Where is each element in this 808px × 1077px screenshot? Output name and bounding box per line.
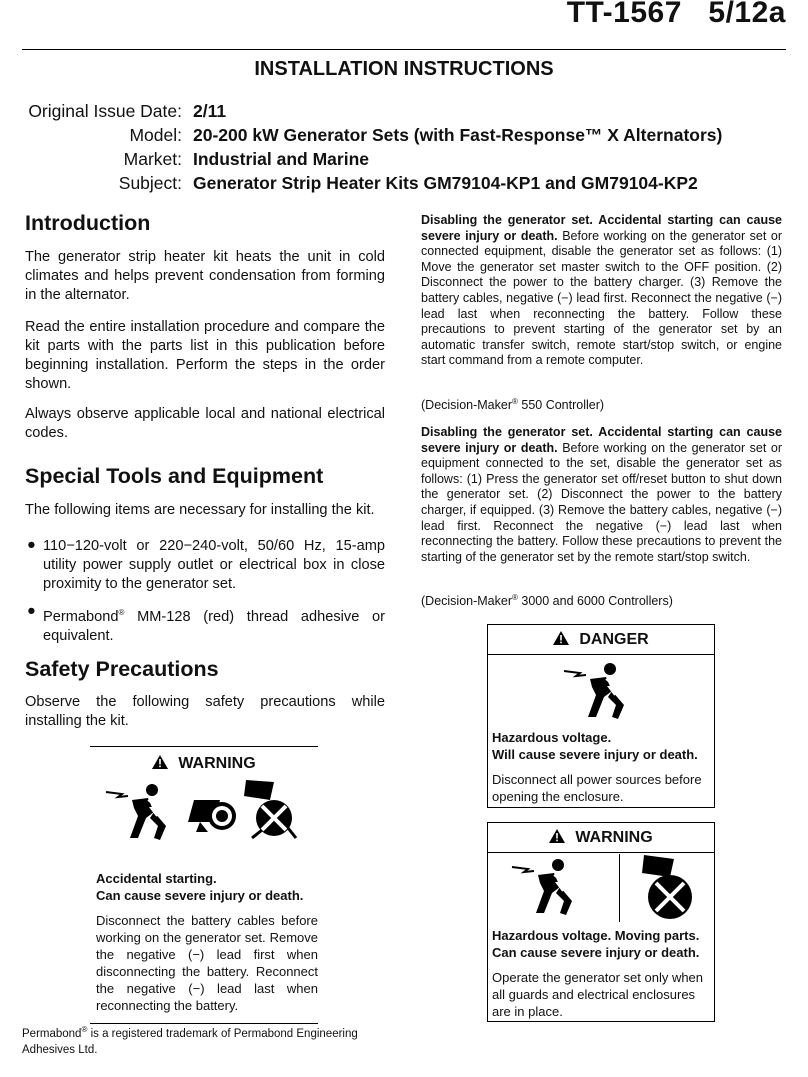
- trademark-footnote: [22, 1022, 382, 1058]
- hazard-consequence: Can cause severe injury or death.: [96, 888, 304, 903]
- intro-paragraph-1: The generator strip heater kit heats the unit in cold climates and helps prevent condensation from forming in the alternator.: [25, 249, 385, 303]
- tools-heading: Special Tools and Equipment: [25, 464, 324, 488]
- tools-item-2: [43, 603, 385, 646]
- meta-value: 2/11: [193, 101, 227, 121]
- warning-triangle-icon: [152, 755, 178, 772]
- note-text: 3000 and 6000 Controllers): [517, 594, 673, 609]
- list-item: [25, 537, 385, 594]
- meta-label: Market:: [123, 149, 182, 169]
- electric-shock-icon: [510, 857, 590, 921]
- meta-value: Industrial and Marine: [193, 149, 369, 169]
- warning-body: Operate the generator set only when all guards and electrical enclosures are in place.: [492, 970, 704, 1019]
- meta-label: Subject:: [118, 173, 182, 193]
- registered-mark: ®: [118, 608, 125, 617]
- hazard-title: Accidental starting.: [96, 871, 217, 886]
- bullet-glyph: ●: [27, 537, 36, 553]
- warning-body: Disconnect the battery cables before working on the generator set. Remove the negative (−) lead first when disconnecting the battery. Reconnect the negative (−) lead last when reconnecting the battery.: [96, 913, 318, 1013]
- hazard-consequence: Can cause severe injury or death.: [492, 945, 700, 960]
- intro-paragraph-3: Always observe applicable local and national electrical codes.: [25, 406, 385, 441]
- safety-lead: Observe the following safety precautions while installing the kit.: [25, 694, 385, 729]
- warning-box-accidental-start: [90, 746, 318, 1024]
- meta-value: Generator Strip Heater Kits GM79104-KP1 and GM79104-KP2: [193, 173, 698, 193]
- warning-header: [488, 829, 714, 846]
- danger-header: [488, 631, 714, 648]
- registered-mark: ®: [512, 593, 518, 602]
- brand-name: Permabond: [43, 608, 119, 625]
- tools-item-1: 110−120-volt or 220−240-volt, 50/60 Hz, 15-amp utility power supply outlet or electrical box in close proximity to the generator set.: [43, 538, 385, 592]
- registered-mark: ®: [81, 1025, 88, 1034]
- warning-box-voltage-moving-parts: [487, 822, 715, 1022]
- intro-paragraph-2: Read the entire installation procedure and compare the kit parts with the parts list in this publication before beginning installation. Perform the steps in the order shown.: [25, 319, 385, 392]
- divider: [90, 746, 318, 747]
- danger-box: [487, 624, 715, 808]
- hazard-consequence: Will cause severe injury or death.: [492, 747, 698, 762]
- electric-shock-icon: [562, 661, 642, 725]
- warning-label: WARNING: [575, 829, 653, 846]
- disable-generator-550: [421, 213, 782, 369]
- brand-name: Permabond: [22, 1027, 82, 1040]
- meta-row: [0, 125, 808, 149]
- procedure-text: Before working on the generator set or equipment connected to the set, disable the generator set as follows: (1) Press the generator set off/reset button to shut down the generator set. (2) Disconnect the power to the battery charger, if equipped. (3) Remove the battery cables, negative (−) lead first. Reconnect the negative (−) lead last when reconnecting the battery. Follow these precautions to prevent the starting of the generator set by the remote start/stop switch.: [421, 440, 783, 564]
- warning-text: [492, 927, 712, 1020]
- item-text: MM-128 (red) thread adhesive or equivalent.: [43, 608, 385, 644]
- meta-row: [0, 101, 808, 125]
- document-number: TT-1567 5/12a: [566, 0, 786, 29]
- warning-label: WARNING: [178, 755, 256, 772]
- footnote-text: is a registered trademark of Permabond Engineering Adhesives Ltd.: [22, 1027, 358, 1056]
- introduction-heading: Introduction: [25, 211, 151, 235]
- meta-value: 20-200 kW Generator Sets (with Fast-Response™ X Alternators): [193, 125, 723, 145]
- list-item: [25, 603, 385, 646]
- divider: [488, 654, 714, 655]
- danger-body: Disconnect all power sources before opening the enclosure.: [492, 772, 702, 804]
- meta-label: Model:: [129, 125, 182, 145]
- note-text: (Decision-Maker: [421, 398, 512, 413]
- registered-mark: ®: [512, 397, 518, 406]
- warning-text: [90, 870, 318, 1014]
- document-metadata: [0, 101, 808, 197]
- procedure-text: Before working on the generator set or connected equipment, disable the generator set as follows: (1) Move the generator set master switch to the OFF position. (2) Disconnect the power to the battery charger. (3) Remove the battery cables, negative (−) lead first. Reconnect the negative (−) lead last when reconnecting the battery. Follow these precautions to prevent starting of the generator set by an automatic transfer switch, remote start/stop switch, or engine start command from a remote computer.: [421, 228, 783, 368]
- meta-label: Original Issue Date:: [28, 101, 182, 121]
- meta-row: [0, 173, 808, 197]
- hazard-statement: Disabling the generator set. Accidental starting can cause severe injury or death.: [421, 425, 782, 455]
- divider: [619, 854, 620, 922]
- tools-lead: The following items are necessary for installing the kit.: [25, 502, 375, 518]
- no-battery-icon: [240, 778, 300, 848]
- warning-header: [90, 755, 318, 772]
- hazard-title: Hazardous voltage. Moving parts.: [492, 928, 700, 943]
- electric-shock-icon: [104, 782, 184, 846]
- bullet-glyph: ●: [27, 603, 36, 619]
- danger-label: DANGER: [579, 631, 649, 648]
- controller-note-550: [421, 394, 782, 414]
- hazard-statement: Disabling the generator set. Accidental starting can cause severe injury or death.: [421, 213, 782, 243]
- meta-row: [0, 149, 808, 173]
- note-text: 550 Controller): [517, 398, 605, 413]
- warning-triangle-icon: [549, 829, 575, 846]
- no-moving-parts-icon: [636, 853, 706, 925]
- note-text: (Decision-Maker: [421, 594, 512, 609]
- disable-generator-3000-6000: [421, 425, 782, 565]
- hazard-pictograms: [90, 782, 318, 852]
- controller-note-3000-6000: [421, 590, 782, 610]
- safety-heading: Safety Precautions: [25, 657, 219, 681]
- hazard-title: Hazardous voltage.: [492, 730, 612, 745]
- danger-text: [492, 729, 710, 805]
- warning-triangle-icon: [553, 631, 579, 648]
- page-banner: INSTALLATION INSTRUCTIONS: [22, 49, 786, 86]
